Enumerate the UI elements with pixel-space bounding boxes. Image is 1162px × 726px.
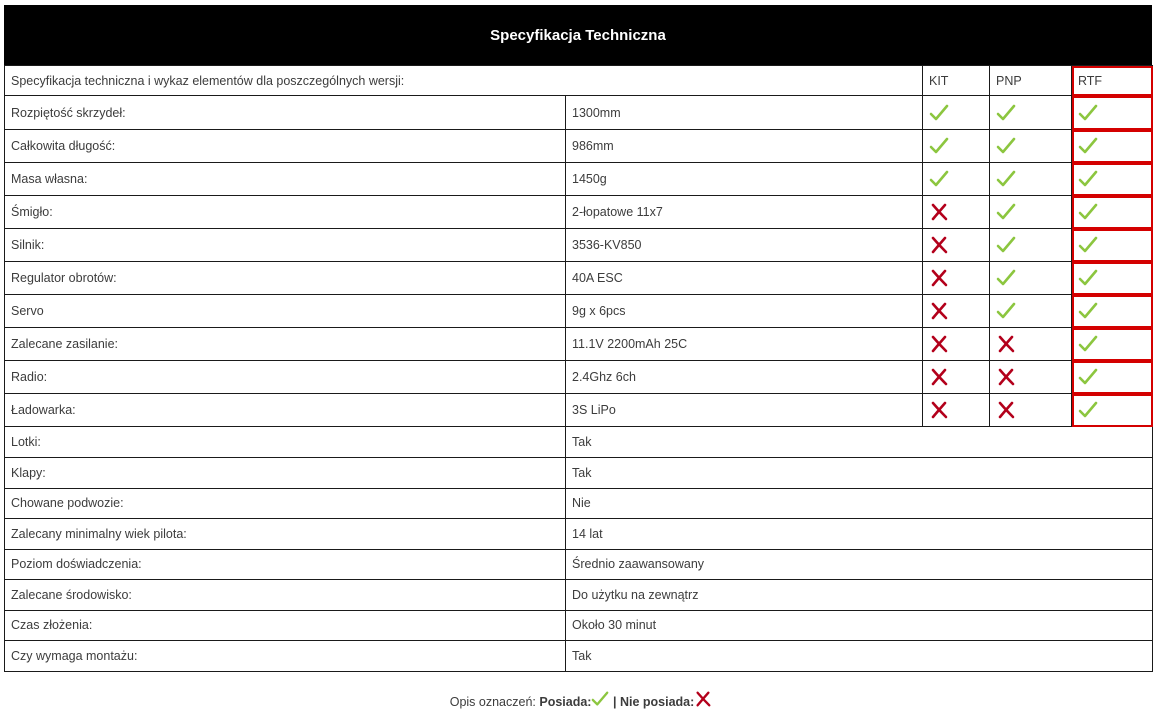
spec-value: 3S LiPo bbox=[566, 394, 923, 427]
availability-pnp bbox=[990, 394, 1072, 427]
availability-kit bbox=[923, 130, 990, 163]
checkmark-icon bbox=[996, 268, 1016, 288]
checkmark-icon bbox=[1078, 136, 1098, 156]
checkmark-icon bbox=[996, 301, 1016, 321]
spec-label: Regulator obrotów: bbox=[5, 262, 566, 295]
checkmark-icon bbox=[996, 202, 1016, 222]
availability-kit bbox=[923, 229, 990, 262]
availability-pnp bbox=[990, 96, 1072, 130]
availability-kit bbox=[923, 196, 990, 229]
availability-kit bbox=[923, 262, 990, 295]
availability-rtf bbox=[1072, 394, 1153, 427]
spec-label: Silnik: bbox=[5, 229, 566, 262]
legend bbox=[0, 690, 1162, 709]
table-row bbox=[5, 427, 1153, 458]
table-row bbox=[5, 458, 1153, 489]
spec-value: 1300mm bbox=[566, 96, 923, 130]
cross-icon bbox=[694, 690, 712, 708]
spec-value: Około 30 minut bbox=[566, 610, 1153, 641]
spec-label: Czy wymaga montażu: bbox=[5, 641, 566, 672]
checkmark-icon bbox=[1078, 169, 1098, 189]
cross-icon bbox=[929, 268, 949, 288]
availability-kit bbox=[923, 163, 990, 196]
spec-value: Tak bbox=[566, 641, 1153, 672]
spec-label: Poziom doświadczenia: bbox=[5, 549, 566, 580]
spec-table bbox=[4, 65, 1153, 672]
cross-icon bbox=[929, 235, 949, 255]
spec-label: Servo bbox=[5, 295, 566, 328]
availability-kit bbox=[923, 295, 990, 328]
spec-value: 14 lat bbox=[566, 519, 1153, 550]
table-row bbox=[5, 262, 1153, 295]
checkmark-icon bbox=[929, 136, 949, 156]
cross-icon bbox=[996, 334, 1016, 354]
legend-prefix: Opis oznaczeń: bbox=[449, 695, 536, 709]
version-kit-header: KIT bbox=[923, 66, 990, 96]
table-row bbox=[5, 328, 1153, 361]
spec-label: Masa własna: bbox=[5, 163, 566, 196]
availability-rtf bbox=[1072, 295, 1153, 328]
spec-label: Zalecany minimalny wiek pilota: bbox=[5, 519, 566, 550]
checkmark-icon bbox=[996, 103, 1016, 123]
intro-text: Specyfikacja techniczna i wykaz elementów dla poszczególnych wersji: bbox=[5, 66, 923, 96]
checkmark-icon bbox=[1078, 202, 1098, 222]
availability-kit bbox=[923, 361, 990, 394]
spec-label: Zalecane środowisko: bbox=[5, 580, 566, 611]
spec-label: Lotki: bbox=[5, 427, 566, 458]
checkmark-icon bbox=[1078, 103, 1098, 123]
checkmark-icon bbox=[591, 690, 609, 708]
spec-title: Specyfikacja Techniczna bbox=[4, 5, 1152, 65]
table-row bbox=[5, 488, 1153, 519]
version-pnp-header: PNP bbox=[990, 66, 1072, 96]
table-row bbox=[5, 229, 1153, 262]
table-row bbox=[5, 519, 1153, 550]
availability-rtf bbox=[1072, 163, 1153, 196]
availability-rtf bbox=[1072, 328, 1153, 361]
availability-rtf bbox=[1072, 229, 1153, 262]
spec-value: Nie bbox=[566, 488, 1153, 519]
spec-label: Radio: bbox=[5, 361, 566, 394]
cross-icon bbox=[996, 400, 1016, 420]
table-row bbox=[5, 394, 1153, 427]
spec-label: Śmigło: bbox=[5, 196, 566, 229]
spec-value: Tak bbox=[566, 458, 1153, 489]
checkmark-icon bbox=[996, 235, 1016, 255]
spec-value: Tak bbox=[566, 427, 1153, 458]
availability-pnp bbox=[990, 229, 1072, 262]
spec-value: 2-łopatowe 11x7 bbox=[566, 196, 923, 229]
cross-icon bbox=[929, 202, 949, 222]
table-header-row bbox=[5, 66, 1153, 96]
cross-icon bbox=[929, 400, 949, 420]
availability-rtf bbox=[1072, 96, 1153, 130]
checkmark-icon bbox=[1078, 400, 1098, 420]
table-row bbox=[5, 580, 1153, 611]
checkmark-icon bbox=[1078, 235, 1098, 255]
availability-kit bbox=[923, 394, 990, 427]
checkmark-icon bbox=[1078, 334, 1098, 354]
availability-pnp bbox=[990, 163, 1072, 196]
availability-pnp bbox=[990, 130, 1072, 163]
checkmark-icon bbox=[996, 136, 1016, 156]
checkmark-icon bbox=[1078, 268, 1098, 288]
availability-rtf bbox=[1072, 361, 1153, 394]
spec-value: 986mm bbox=[566, 130, 923, 163]
spec-label: Zalecane zasilanie: bbox=[5, 328, 566, 361]
legend-no-label: Nie posiada: bbox=[619, 695, 695, 709]
cross-icon bbox=[929, 301, 949, 321]
table-row bbox=[5, 96, 1153, 130]
spec-value: Do użytku na zewnątrz bbox=[566, 580, 1153, 611]
spec-label: Całkowita długość: bbox=[5, 130, 566, 163]
spec-value: 2.4Ghz 6ch bbox=[566, 361, 923, 394]
table-row bbox=[5, 549, 1153, 580]
version-rtf-header: RTF bbox=[1072, 66, 1153, 96]
table-row bbox=[5, 130, 1153, 163]
spec-value: 3536-KV850 bbox=[566, 229, 923, 262]
cross-icon bbox=[929, 334, 949, 354]
availability-pnp bbox=[990, 295, 1072, 328]
legend-separator: | bbox=[612, 695, 617, 709]
spec-label: Czas złożenia: bbox=[5, 610, 566, 641]
table-row bbox=[5, 163, 1153, 196]
spec-label: Klapy: bbox=[5, 458, 566, 489]
spec-label: Rozpiętość skrzydeł: bbox=[5, 96, 566, 130]
cross-icon bbox=[929, 367, 949, 387]
spec-value: Średnio zaawansowany bbox=[566, 549, 1153, 580]
availability-pnp bbox=[990, 262, 1072, 295]
checkmark-icon bbox=[929, 169, 949, 189]
table-row bbox=[5, 361, 1153, 394]
availability-kit bbox=[923, 328, 990, 361]
spec-label: Ładowarka: bbox=[5, 394, 566, 427]
table-row bbox=[5, 196, 1153, 229]
table-row bbox=[5, 610, 1153, 641]
spec-value: 1450g bbox=[566, 163, 923, 196]
checkmark-icon bbox=[929, 103, 949, 123]
availability-kit bbox=[923, 96, 990, 130]
table-row bbox=[5, 295, 1153, 328]
table-row bbox=[5, 641, 1153, 672]
availability-rtf bbox=[1072, 262, 1153, 295]
spec-value: 11.1V 2200mAh 25C bbox=[566, 328, 923, 361]
availability-pnp bbox=[990, 196, 1072, 229]
checkmark-icon bbox=[1078, 367, 1098, 387]
availability-rtf bbox=[1072, 130, 1153, 163]
availability-pnp bbox=[990, 361, 1072, 394]
availability-rtf bbox=[1072, 196, 1153, 229]
checkmark-icon bbox=[1078, 301, 1098, 321]
spec-label: Chowane podwozie: bbox=[5, 488, 566, 519]
spec-value: 40A ESC bbox=[566, 262, 923, 295]
spec-value: 9g x 6pcs bbox=[566, 295, 923, 328]
availability-pnp bbox=[990, 328, 1072, 361]
cross-icon bbox=[996, 367, 1016, 387]
spec-container bbox=[4, 5, 1152, 672]
legend-yes-label: Posiada: bbox=[539, 695, 592, 709]
checkmark-icon bbox=[996, 169, 1016, 189]
